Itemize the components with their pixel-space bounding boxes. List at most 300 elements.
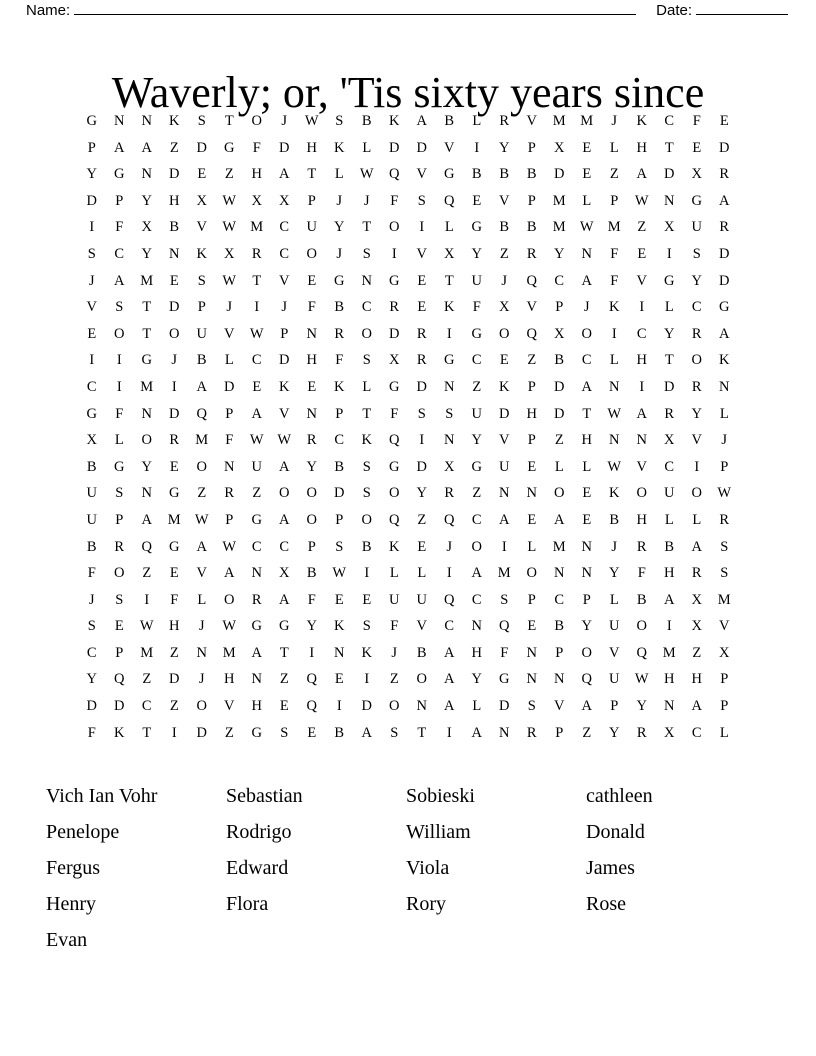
grid-letter[interactable]: F (115, 219, 124, 236)
grid-letter[interactable]: B (471, 166, 482, 183)
grid-letter[interactable]: Q (389, 432, 400, 449)
grid-letter[interactable]: D (554, 405, 565, 422)
grid-letter[interactable]: D (416, 378, 427, 395)
grid-letter[interactable]: E (307, 724, 317, 741)
grid-letter[interactable]: Z (472, 485, 482, 502)
grid-letter[interactable]: Y (499, 139, 510, 156)
grid-letter[interactable]: T (252, 272, 262, 289)
word-list-item[interactable]: Penelope (46, 821, 120, 843)
grid-letter[interactable]: D (334, 485, 345, 502)
grid-letter[interactable]: C (141, 698, 152, 715)
grid-letter[interactable]: X (499, 299, 510, 316)
grid-letter[interactable]: A (581, 272, 592, 289)
grid-letter[interactable]: N (499, 485, 510, 502)
grid-letter[interactable]: I (419, 432, 425, 449)
grid-letter[interactable]: M (222, 644, 236, 661)
grid-letter[interactable]: N (196, 644, 207, 661)
grid-letter[interactable]: T (362, 219, 372, 236)
grid-letter[interactable]: G (114, 166, 125, 183)
grid-letter[interactable]: R (224, 485, 235, 502)
grid-letter[interactable]: P (720, 698, 729, 715)
grid-letter[interactable]: Q (114, 671, 125, 688)
word-list-item[interactable]: Fergus (46, 857, 101, 879)
grid-letter[interactable]: V (416, 618, 427, 635)
grid-letter[interactable]: K (361, 644, 372, 661)
grid-letter[interactable]: B (526, 219, 537, 236)
grid-letter[interactable]: A (279, 166, 290, 183)
grid-letter[interactable]: I (446, 565, 452, 582)
word-list-item[interactable]: Rory (406, 893, 446, 915)
grid-letter[interactable]: Y (691, 405, 702, 422)
grid-letter[interactable]: Y (86, 671, 97, 688)
grid-letter[interactable]: K (334, 618, 345, 635)
grid-letter[interactable]: A (196, 378, 207, 395)
grid-letter[interactable]: P (115, 511, 124, 528)
grid-letter[interactable]: P (582, 591, 591, 608)
grid-letter[interactable]: R (719, 219, 730, 236)
grid-letter[interactable]: X (691, 166, 702, 183)
grid-letter[interactable]: C (664, 458, 675, 475)
grid-letter[interactable]: S (720, 565, 729, 582)
grid-letter[interactable]: J (281, 299, 288, 316)
grid-letter[interactable]: L (664, 299, 674, 316)
grid-letter[interactable]: A (416, 113, 427, 129)
grid-letter[interactable]: X (444, 458, 455, 475)
grid-letter[interactable]: L (362, 139, 372, 156)
grid-letter[interactable]: P (527, 192, 536, 209)
grid-letter[interactable]: O (636, 485, 647, 502)
grid-letter[interactable]: I (89, 219, 95, 236)
grid-letter[interactable]: J (363, 192, 370, 209)
grid-letter[interactable]: D (169, 166, 180, 183)
grid-letter[interactable]: B (609, 511, 620, 528)
grid-letter[interactable]: D (169, 405, 180, 422)
grid-letter[interactable]: Y (471, 245, 482, 262)
grid-letter[interactable]: F (500, 644, 509, 661)
grid-letter[interactable]: M (580, 113, 594, 129)
grid-letter[interactable]: D (224, 378, 235, 395)
grid-letter[interactable]: J (611, 538, 618, 555)
grid-letter[interactable]: E (334, 671, 344, 688)
grid-letter[interactable]: X (719, 644, 730, 661)
grid-letter[interactable]: S (527, 698, 536, 715)
grid-letter[interactable]: D (196, 139, 207, 156)
grid-letter[interactable]: C (691, 724, 702, 741)
grid-letter[interactable]: D (196, 724, 207, 741)
grid-letter[interactable]: R (389, 299, 400, 316)
grid-letter[interactable]: C (691, 299, 702, 316)
grid-letter[interactable]: V (526, 113, 537, 129)
grid-letter[interactable]: H (636, 352, 647, 369)
grid-letter[interactable]: L (554, 458, 564, 475)
grid-letter[interactable]: W (607, 405, 622, 422)
grid-letter[interactable]: E (417, 272, 427, 289)
grid-letter[interactable]: D (389, 325, 400, 342)
grid-letter[interactable]: N (361, 272, 372, 289)
grid-letter[interactable]: S (115, 485, 124, 502)
grid-letter[interactable]: Q (306, 698, 317, 715)
grid-letter[interactable]: P (225, 405, 234, 422)
grid-letter[interactable]: W (222, 219, 237, 236)
grid-letter[interactable]: L (719, 405, 729, 422)
grid-letter[interactable]: F (335, 352, 344, 369)
name-write-line[interactable] (74, 13, 636, 15)
grid-letter[interactable]: W (194, 511, 209, 528)
grid-letter[interactable]: O (691, 352, 702, 369)
grid-letter[interactable]: V (691, 432, 702, 449)
grid-letter[interactable]: P (527, 139, 536, 156)
grid-letter[interactable]: V (196, 565, 207, 582)
grid-letter[interactable]: O (389, 698, 400, 715)
grid-letter[interactable]: Z (252, 485, 262, 502)
grid-letter[interactable]: E (307, 378, 317, 395)
date-write-line[interactable] (696, 13, 788, 15)
grid-letter[interactable]: P (720, 458, 729, 475)
grid-letter[interactable]: E (197, 166, 207, 183)
word-list-item[interactable]: Sebastian (226, 785, 303, 807)
grid-letter[interactable]: G (471, 458, 482, 475)
grid-letter[interactable]: O (389, 219, 400, 236)
grid-letter[interactable]: H (251, 166, 262, 183)
grid-letter[interactable]: I (419, 219, 425, 236)
grid-letter[interactable]: P (115, 192, 124, 209)
grid-letter[interactable]: N (141, 485, 152, 502)
grid-letter[interactable]: R (416, 325, 427, 342)
grid-letter[interactable]: N (444, 432, 455, 449)
grid-letter[interactable]: G (471, 219, 482, 236)
grid-letter[interactable]: Z (197, 485, 207, 502)
grid-letter[interactable]: A (444, 698, 455, 715)
grid-letter[interactable]: L (692, 511, 702, 528)
grid-letter[interactable]: N (526, 644, 537, 661)
grid-letter[interactable]: O (279, 485, 290, 502)
grid-letter[interactable]: Q (444, 192, 455, 209)
grid-letter[interactable]: L (362, 378, 372, 395)
grid-letter[interactable]: Q (526, 325, 537, 342)
grid-letter[interactable]: F (87, 565, 96, 582)
grid-letter[interactable]: N (581, 245, 592, 262)
grid-letter[interactable]: A (471, 724, 482, 741)
grid-letter[interactable]: L (609, 352, 619, 369)
grid-letter[interactable]: I (474, 139, 480, 156)
grid-letter[interactable]: O (636, 618, 647, 635)
grid-letter[interactable]: U (251, 458, 262, 475)
grid-letter[interactable]: R (416, 352, 427, 369)
grid-letter[interactable]: H (251, 698, 262, 715)
grid-letter[interactable]: D (86, 698, 97, 715)
grid-letter[interactable]: O (471, 538, 482, 555)
grid-letter[interactable]: A (279, 458, 290, 475)
grid-letter[interactable]: B (306, 565, 317, 582)
grid-letter[interactable]: R (169, 432, 180, 449)
grid-letter[interactable]: Q (389, 511, 400, 528)
word-list-item[interactable]: Evan (46, 929, 88, 951)
grid-letter[interactable]: I (116, 378, 122, 395)
grid-letter[interactable]: Y (334, 219, 345, 236)
grid-letter[interactable]: Y (306, 618, 317, 635)
grid-letter[interactable]: D (719, 139, 730, 156)
grid-letter[interactable]: P (555, 644, 564, 661)
grid-letter[interactable]: S (115, 299, 124, 316)
grid-letter[interactable]: Z (169, 139, 179, 156)
grid-letter[interactable]: E (279, 698, 289, 715)
grid-letter[interactable]: S (362, 485, 371, 502)
grid-letter[interactable]: J (446, 538, 453, 555)
grid-letter[interactable]: W (332, 565, 347, 582)
grid-letter[interactable]: D (416, 139, 427, 156)
grid-letter[interactable]: W (249, 325, 264, 342)
grid-letter[interactable]: Z (609, 166, 619, 183)
grid-letter[interactable]: A (251, 644, 262, 661)
grid-letter[interactable]: B (664, 538, 675, 555)
grid-letter[interactable]: U (609, 618, 620, 635)
grid-letter[interactable]: B (499, 219, 510, 236)
grid-letter[interactable]: W (607, 458, 622, 475)
grid-letter[interactable]: Y (664, 325, 675, 342)
grid-letter[interactable]: A (251, 405, 262, 422)
grid-letter[interactable]: N (664, 698, 675, 715)
grid-letter[interactable]: G (279, 618, 290, 635)
grid-letter[interactable]: U (664, 485, 675, 502)
grid-letter[interactable]: K (169, 113, 180, 129)
grid-letter[interactable]: B (416, 644, 427, 661)
grid-letter[interactable]: V (499, 432, 510, 449)
grid-letter[interactable]: H (169, 618, 180, 635)
grid-letter[interactable]: P (280, 325, 289, 342)
grid-letter[interactable]: G (444, 352, 455, 369)
grid-letter[interactable]: B (554, 352, 565, 369)
grid-letter[interactable]: G (169, 485, 180, 502)
grid-letter[interactable]: I (254, 299, 260, 316)
grid-letter[interactable]: S (417, 405, 426, 422)
grid-letter[interactable]: K (389, 113, 400, 129)
grid-letter[interactable]: E (582, 166, 592, 183)
grid-letter[interactable]: P (197, 299, 206, 316)
grid-letter[interactable]: C (251, 352, 262, 369)
grid-letter[interactable]: Z (224, 166, 234, 183)
grid-letter[interactable]: X (224, 245, 235, 262)
grid-letter[interactable]: Y (141, 192, 152, 209)
grid-letter[interactable]: A (554, 511, 565, 528)
grid-letter[interactable]: W (139, 618, 154, 635)
grid-letter[interactable]: L (224, 352, 234, 369)
grid-letter[interactable]: E (169, 458, 179, 475)
grid-letter[interactable]: G (86, 113, 97, 129)
grid-letter[interactable]: E (417, 299, 427, 316)
grid-letter[interactable]: L (472, 113, 482, 129)
grid-letter[interactable]: Z (472, 378, 482, 395)
grid-letter[interactable]: B (86, 538, 97, 555)
grid-letter[interactable]: O (169, 325, 180, 342)
grid-letter[interactable]: W (222, 272, 237, 289)
grid-letter[interactable]: A (581, 378, 592, 395)
grid-letter[interactable]: C (554, 591, 565, 608)
grid-letter[interactable]: W (277, 432, 292, 449)
grid-letter[interactable]: N (141, 405, 152, 422)
grid-letter[interactable]: G (444, 166, 455, 183)
grid-letter[interactable]: Y (609, 565, 620, 582)
grid-letter[interactable]: X (141, 219, 152, 236)
grid-letter[interactable]: X (691, 618, 702, 635)
grid-letter[interactable]: P (610, 698, 619, 715)
grid-letter[interactable]: K (114, 724, 125, 741)
grid-letter[interactable]: Z (279, 671, 289, 688)
grid-letter[interactable]: H (306, 352, 317, 369)
grid-letter[interactable]: F (307, 591, 316, 608)
grid-letter[interactable]: J (226, 299, 233, 316)
grid-letter[interactable]: V (224, 325, 235, 342)
grid-letter[interactable]: I (611, 325, 617, 342)
grid-letter[interactable]: G (334, 272, 345, 289)
grid-letter[interactable]: A (581, 698, 592, 715)
grid-letter[interactable]: B (636, 591, 647, 608)
word-list-item[interactable]: cathleen (586, 785, 653, 807)
grid-letter[interactable]: E (527, 511, 537, 528)
grid-letter[interactable]: U (471, 272, 482, 289)
grid-letter[interactable]: S (115, 591, 124, 608)
grid-letter[interactable]: D (554, 166, 565, 183)
grid-letter[interactable]: S (720, 538, 729, 555)
grid-letter[interactable]: X (664, 219, 675, 236)
grid-letter[interactable]: L (582, 192, 592, 209)
grid-letter[interactable]: Y (609, 724, 620, 741)
grid-letter[interactable]: O (196, 698, 207, 715)
grid-letter[interactable]: A (444, 671, 455, 688)
grid-letter[interactable]: I (89, 352, 95, 369)
grid-letter[interactable]: C (361, 299, 372, 316)
grid-letter[interactable]: L (664, 511, 674, 528)
grid-letter[interactable]: Q (444, 511, 455, 528)
grid-letter[interactable]: G (389, 458, 400, 475)
grid-letter[interactable]: U (389, 591, 400, 608)
grid-letter[interactable]: J (721, 432, 728, 449)
grid-letter[interactable]: W (304, 113, 319, 129)
grid-letter[interactable]: C (86, 378, 97, 395)
grid-letter[interactable]: O (114, 325, 125, 342)
grid-letter[interactable]: S (335, 538, 344, 555)
grid-letter[interactable]: B (361, 113, 372, 129)
grid-letter[interactable]: D (664, 166, 675, 183)
grid-letter[interactable]: P (555, 724, 564, 741)
grid-letter[interactable]: C (334, 432, 345, 449)
grid-letter[interactable]: C (279, 245, 290, 262)
grid-letter[interactable]: F (307, 299, 316, 316)
grid-letter[interactable]: F (252, 139, 261, 156)
grid-letter[interactable]: V (444, 139, 455, 156)
grid-letter[interactable]: W (359, 166, 374, 183)
grid-letter[interactable]: V (526, 299, 537, 316)
grid-letter[interactable]: S (362, 458, 371, 475)
grid-letter[interactable]: B (554, 618, 565, 635)
grid-letter[interactable]: R (691, 565, 702, 582)
grid-letter[interactable]: O (196, 458, 207, 475)
grid-letter[interactable]: I (309, 644, 315, 661)
grid-letter[interactable]: V (609, 644, 620, 661)
grid-letter[interactable]: V (499, 192, 510, 209)
grid-letter[interactable]: H (224, 671, 235, 688)
grid-letter[interactable]: K (636, 113, 647, 129)
grid-letter[interactable]: H (471, 644, 482, 661)
grid-letter[interactable]: F (637, 565, 646, 582)
grid-letter[interactable]: X (691, 591, 702, 608)
grid-letter[interactable]: I (171, 724, 177, 741)
grid-letter[interactable]: N (114, 113, 125, 129)
grid-letter[interactable]: B (86, 458, 97, 475)
grid-letter[interactable]: P (335, 405, 344, 422)
grid-letter[interactable]: R (251, 245, 262, 262)
grid-letter[interactable]: J (88, 272, 95, 289)
grid-letter[interactable]: O (526, 565, 537, 582)
grid-letter[interactable]: X (389, 352, 400, 369)
grid-letter[interactable]: X (554, 139, 565, 156)
grid-letter[interactable]: S (500, 591, 509, 608)
grid-letter[interactable]: N (609, 432, 620, 449)
word-list-item[interactable]: Henry (46, 893, 96, 915)
grid-letter[interactable]: J (583, 299, 590, 316)
grid-letter[interactable]: G (141, 352, 152, 369)
grid-letter[interactable]: R (444, 485, 455, 502)
grid-letter[interactable]: G (471, 325, 482, 342)
grid-letter[interactable]: J (336, 245, 343, 262)
grid-letter[interactable]: W (222, 192, 237, 209)
grid-letter[interactable]: E (472, 192, 482, 209)
grid-letter[interactable]: J (336, 192, 343, 209)
grid-letter[interactable]: N (416, 698, 427, 715)
grid-letter[interactable]: C (636, 325, 647, 342)
grid-letter[interactable]: T (417, 724, 427, 741)
grid-letter[interactable]: M (552, 538, 566, 555)
grid-letter[interactable]: O (389, 485, 400, 502)
grid-letter[interactable]: O (361, 325, 372, 342)
grid-letter[interactable]: T (224, 113, 234, 129)
grid-letter[interactable]: E (307, 272, 317, 289)
grid-letter[interactable]: L (472, 698, 482, 715)
grid-letter[interactable]: X (279, 192, 290, 209)
grid-letter[interactable]: M (167, 511, 181, 528)
grid-letter[interactable]: Z (224, 724, 234, 741)
grid-letter[interactable]: V (636, 458, 647, 475)
grid-letter[interactable]: J (611, 113, 618, 129)
grid-letter[interactable]: U (306, 219, 317, 236)
grid-letter[interactable]: N (224, 458, 235, 475)
grid-letter[interactable]: A (279, 591, 290, 608)
grid-letter[interactable]: M (662, 644, 676, 661)
grid-letter[interactable]: W (222, 538, 237, 555)
grid-letter[interactable]: N (251, 565, 262, 582)
grid-letter[interactable]: W (634, 671, 649, 688)
grid-letter[interactable]: A (196, 538, 207, 555)
grid-letter[interactable]: J (281, 113, 288, 129)
grid-letter[interactable]: C (444, 618, 455, 635)
grid-letter[interactable]: N (334, 644, 345, 661)
grid-letter[interactable]: J (198, 671, 205, 688)
grid-letter[interactable]: X (196, 192, 207, 209)
grid-letter[interactable]: G (251, 511, 262, 528)
grid-letter[interactable]: P (527, 378, 536, 395)
grid-letter[interactable]: H (306, 139, 317, 156)
grid-letter[interactable]: N (719, 378, 730, 395)
grid-letter[interactable]: I (639, 378, 645, 395)
grid-letter[interactable]: A (361, 724, 372, 741)
grid-letter[interactable]: Y (306, 458, 317, 475)
grid-letter[interactable]: K (334, 139, 345, 156)
grid-letter[interactable]: Y (86, 166, 97, 183)
grid-letter[interactable]: L (114, 432, 124, 449)
grid-letter[interactable]: M (552, 192, 566, 209)
grid-letter[interactable]: O (306, 511, 317, 528)
grid-letter[interactable]: H (636, 139, 647, 156)
grid-letter[interactable]: I (446, 724, 452, 741)
